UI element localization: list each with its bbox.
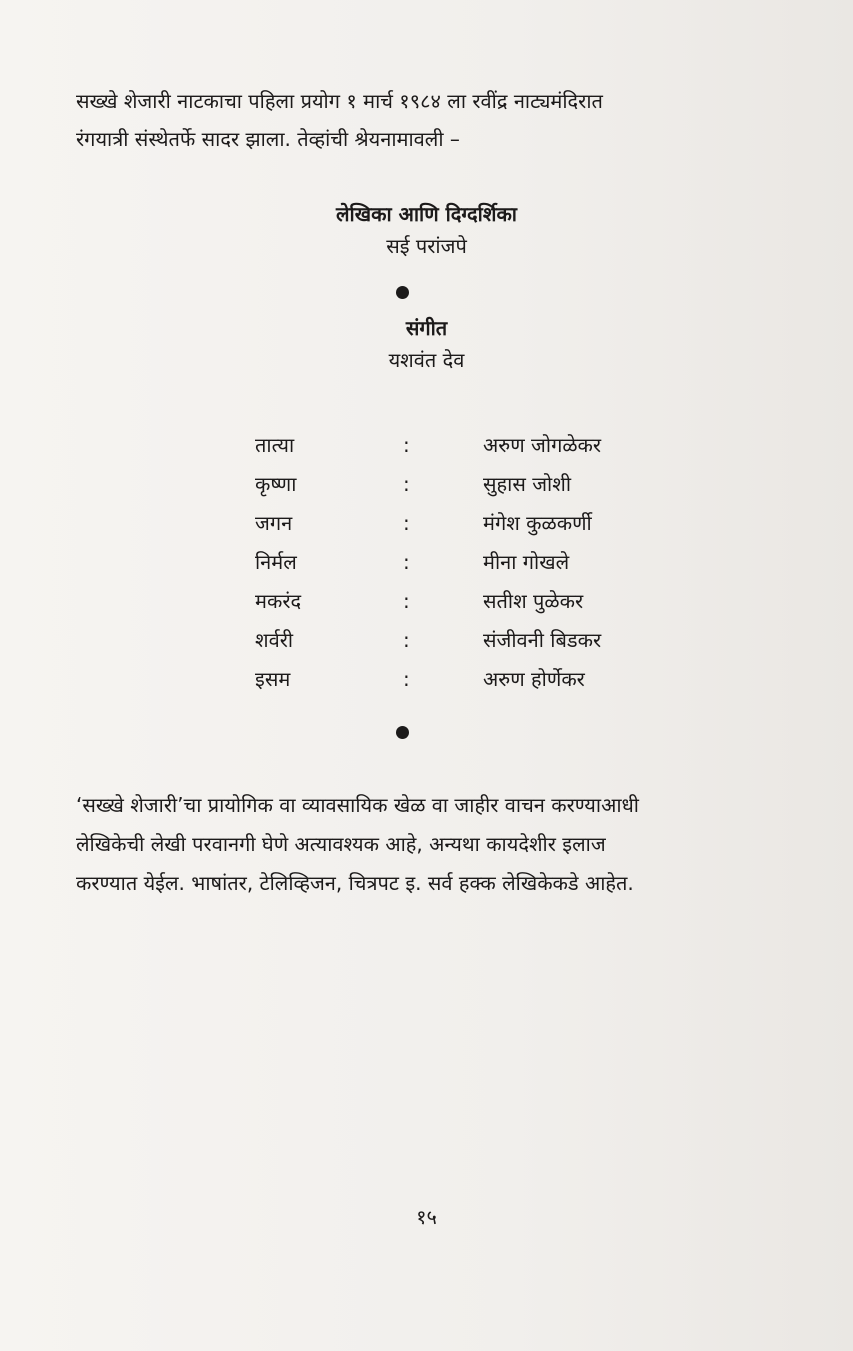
actor-name: अरुण जोगळेकर — [483, 433, 602, 457]
bullet-separator — [396, 726, 409, 739]
intro-line-1: सख्खे शेजारी नाटकाचा पहिला प्रयोग १ मार्च १९८४ ला रवींद्र नाट्यमंदिरात — [76, 89, 603, 113]
cast-row — [255, 465, 675, 504]
character-name: कृष्णा — [255, 472, 297, 496]
actor-name: सुहास जोशी — [483, 472, 571, 496]
cast-list — [255, 426, 675, 699]
writer-director-credit — [0, 198, 853, 262]
music-credit — [0, 312, 853, 376]
bullet-separator — [396, 286, 409, 299]
actor-name: अरुण होर्णेकर — [483, 667, 585, 691]
cast-row — [255, 543, 675, 582]
colon-separator: : — [403, 472, 410, 496]
intro-paragraph — [76, 82, 766, 158]
rights-notice — [76, 786, 766, 903]
actor-name: सतीश पुळेकर — [483, 589, 584, 613]
colon-separator: : — [403, 589, 410, 613]
character-name: शर्वरी — [255, 628, 294, 652]
cast-row — [255, 660, 675, 699]
music-composer-name: यशवंत देव — [388, 348, 465, 372]
colon-separator: : — [403, 511, 410, 535]
intro-line-2: रंगयात्री संस्थेतर्फे सादर झाला. तेव्हांची श्रेयनामावली – — [76, 127, 460, 151]
character-name: मकरंद — [255, 589, 302, 613]
actor-name: संजीवनी बिडकर — [483, 628, 602, 652]
character-name: तात्या — [255, 433, 295, 457]
notice-line-2: लेखिकेची लेखी परवानगी घेणे अत्यावश्यक आहे, अन्यथा कायदेशीर इलाज — [76, 832, 606, 856]
cast-row — [255, 426, 675, 465]
colon-separator: : — [403, 667, 410, 691]
character-name: इसम — [255, 667, 291, 691]
writer-director-role: लेखिका आणि दिग्दर्शिका — [335, 202, 517, 226]
colon-separator: : — [403, 433, 410, 457]
writer-director-name: सई परांजपे — [386, 234, 467, 258]
cast-row — [255, 504, 675, 543]
notice-line-3: करण्यात येईल. भाषांतर, टेलिव्हिजन, चित्रपट इ. सर्व हक्क लेखिकेकडे आहेत. — [76, 871, 634, 895]
actor-name: मीना गोखले — [483, 550, 570, 574]
music-role: संगीत — [405, 316, 448, 340]
character-name: निर्मल — [255, 550, 297, 574]
cast-row — [255, 621, 675, 660]
page-number: १५ — [416, 1205, 437, 1229]
character-name: जगन — [255, 511, 293, 535]
colon-separator: : — [403, 550, 410, 574]
cast-row — [255, 582, 675, 621]
notice-line-1: ‘सख्खे शेजारी’चा प्रायोगिक वा व्यावसायिक खेळ वा जाहीर वाचन करण्याआधी — [76, 793, 639, 817]
actor-name: मंगेश कुळकर्णी — [483, 511, 592, 535]
colon-separator: : — [403, 628, 410, 652]
